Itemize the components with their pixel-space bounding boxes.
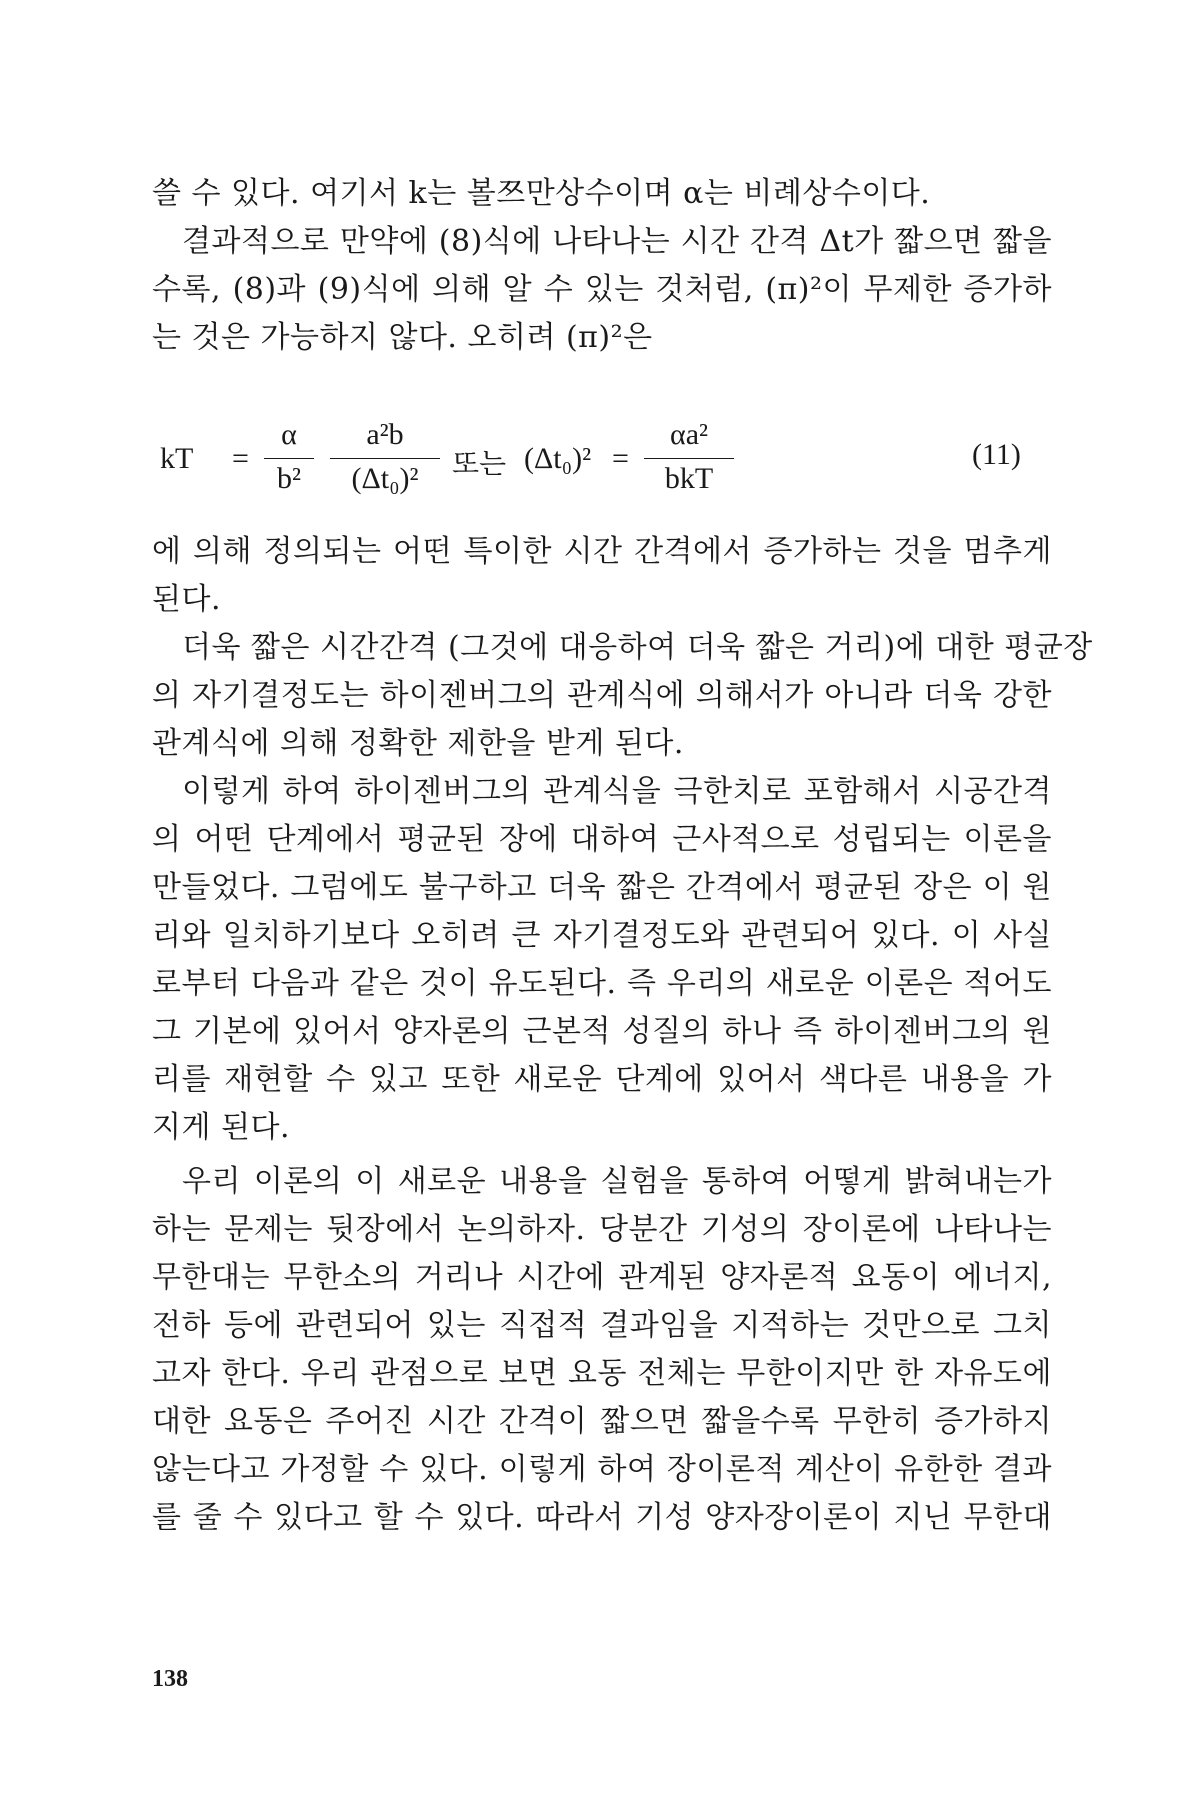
text-line: 된다. [152, 582, 221, 617]
equation-number: (11) [972, 438, 1021, 471]
or-word: 또는 [452, 447, 507, 480]
fraction2-numerator: a²b [366, 418, 404, 451]
text-line: 대한 요동은 주어진 시간 간격이 짧으면 짧을수록 무한히 증가하지 [152, 1404, 1052, 1439]
text-line: 우리 이론의 이 새로운 내용을 실험을 통하여 어떻게 밝혀내는가 [182, 1164, 1052, 1199]
text-line: 지게 된다. [152, 1110, 290, 1145]
fraction2-bar [330, 458, 440, 459]
text-line: 그 기본에 있어서 양자론의 근본적 성질의 하나 즉 하이젠버그의 원 [152, 1014, 1052, 1049]
equation-middle: (Δt₀)² [524, 442, 592, 475]
equals-sign: = [232, 442, 249, 475]
text-line: 수록, (8)과 (9)식에 의해 알 수 있는 것처럼, (π)²이 무제한 증가하 [152, 272, 1052, 307]
text-line: 는 것은 가능하지 않다. 오히려 (π)²은 [152, 320, 653, 355]
text-line: 않는다고 가정할 수 있다. 이렇게 하여 장이론적 계산이 유한한 결과 [152, 1452, 1052, 1487]
text-line: 리를 재현할 수 있고 또한 새로운 단계에 있어서 색다른 내용을 가 [152, 1062, 1052, 1097]
fraction3-denominator: bkT [664, 462, 714, 495]
fraction1-bar [264, 458, 314, 459]
equals-sign: = [612, 442, 629, 475]
text-line: 하는 문제는 뒷장에서 논의하자. 당분간 기성의 장이론에 나타나는 [152, 1212, 1052, 1247]
text-line: 의 어떤 단계에서 평균된 장에 대하여 근사적으로 성립되는 이론을 [152, 822, 1052, 857]
text-line: 전하 등에 관련되어 있는 직접적 결과임을 지적하는 것만으로 그치 [152, 1308, 1052, 1343]
text-line: 로부터 다음과 같은 것이 유도된다. 즉 우리의 새로운 이론은 적어도 [152, 966, 1052, 1001]
page-number: 138 [152, 1666, 188, 1692]
equation-11 [152, 418, 1052, 508]
text-line: 이렇게 하여 하이젠버그의 관계식을 극한치로 포함해서 시공간격 [182, 774, 1052, 809]
text-line: 고자 한다. 우리 관점으로 보면 요동 전체는 무한이지만 한 자유도에 [152, 1356, 1052, 1391]
text-line: 리와 일치하기보다 오히려 큰 자기결정도와 관련되어 있다. 이 사실 [152, 918, 1052, 953]
text-line: 쓸 수 있다. 여기서 k는 볼쯔만상수이며 α는 비례상수이다. [152, 176, 931, 211]
fraction3-bar [644, 458, 734, 459]
fraction2-denominator: (Δt₀)² [351, 462, 419, 495]
fraction1-denominator: b² [277, 462, 301, 495]
text-line: 에 의해 정의되는 어떤 특이한 시간 간격에서 증가하는 것을 멈추게 [152, 534, 1052, 569]
text-line: 결과적으로 만약에 (8)식에 나타나는 시간 간격 Δt가 짧으면 짧을 [182, 224, 1052, 259]
fraction1-numerator: α [281, 418, 297, 451]
text-line: 의 자기결정도는 하이젠버그의 관계식에 의해서가 아니라 더욱 강한 [152, 678, 1052, 713]
text-line: 를 줄 수 있다고 할 수 있다. 따라서 기성 양자장이론이 지닌 무한대 [152, 1500, 1052, 1535]
text-line: 관계식에 의해 정확한 제한을 받게 된다. [152, 726, 684, 761]
text-line: 만들었다. 그럼에도 불구하고 더욱 짧은 간격에서 평균된 장은 이 원 [152, 870, 1052, 905]
equation-lhs: kT [160, 442, 194, 475]
text-line: 더욱 짧은 시간간격 (그것에 대응하여 더욱 짧은 거리)에 대한 평균장 [182, 630, 1093, 665]
text-line: 무한대는 무한소의 거리나 시간에 관계된 양자론적 요동이 에너지, [152, 1260, 1052, 1295]
fraction3-numerator: αa² [669, 418, 709, 451]
